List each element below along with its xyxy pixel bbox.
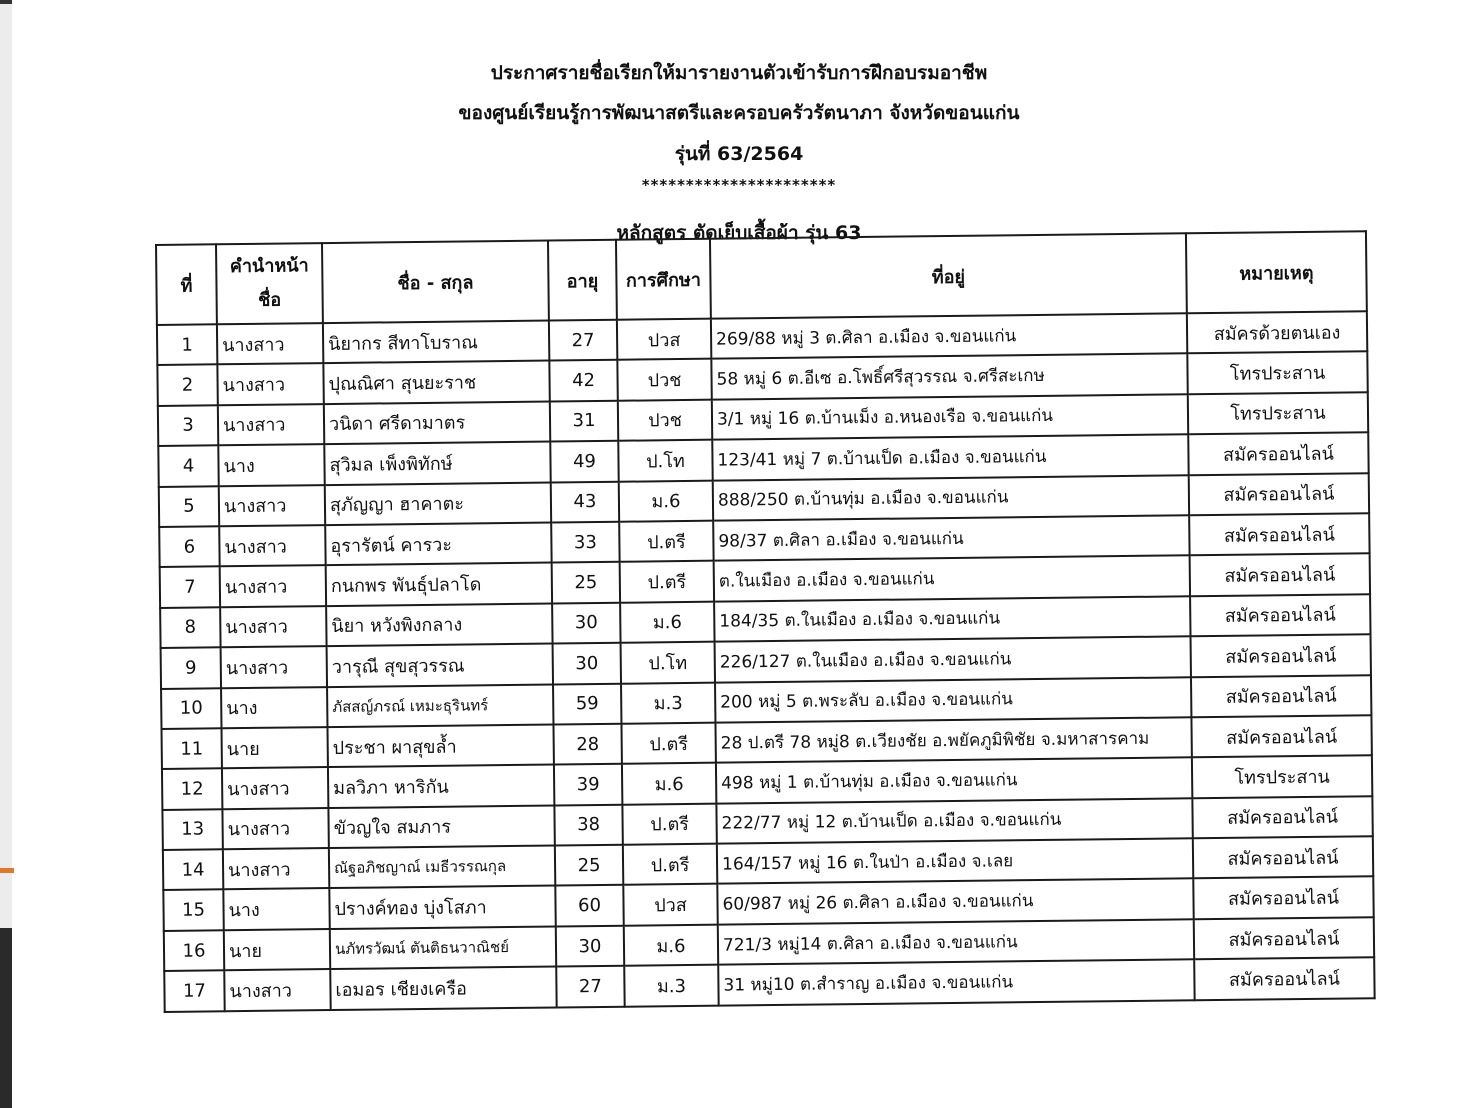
scan-edge-mark <box>0 868 14 873</box>
cell-age: 30 <box>552 602 620 643</box>
cell-name: ณัฐอภิชญาณ์ เมธีวรรณกุล <box>329 846 555 889</box>
cell-prefix: นางสาว <box>223 848 329 890</box>
cell-age: 27 <box>549 320 617 361</box>
cell-prefix: นาย <box>221 727 327 769</box>
cell-no: 12 <box>162 769 222 810</box>
cell-no: 15 <box>163 890 223 931</box>
cell-no: 13 <box>162 809 222 850</box>
cell-prefix: นางสาว <box>218 404 324 446</box>
cell-age: 43 <box>551 481 619 522</box>
cell-remark: สมัครออนไลน์ <box>1189 513 1369 555</box>
cell-education: ป.โท <box>621 642 715 683</box>
cell-address: 200 หมู่ 5 ต.พระลับ อ.เมือง จ.ขอนแก่น <box>715 677 1191 723</box>
cell-remark: สมัครออนไลน์ <box>1194 957 1374 999</box>
cell-no: 2 <box>157 365 217 406</box>
cell-age: 49 <box>550 441 618 482</box>
cell-address: 31 หมู่10 ต.สำราญ อ.เมือง จ.ขอนแก่น <box>718 960 1194 1006</box>
cell-age: 42 <box>549 360 617 401</box>
announcement-title: ประกาศรายชื่อเรียกให้มารายงานตัวเข้ารับการฝึกอบรมอาชีพ <box>490 62 988 84</box>
cell-age: 25 <box>552 562 620 603</box>
cell-name: ปรางค์ทอง บุ่งโสภา <box>329 886 555 929</box>
cell-prefix: นางสาว <box>217 363 323 405</box>
cell-prefix: นางสาว <box>220 565 326 607</box>
cell-education: ป.ตรี <box>619 521 713 562</box>
cell-education: ม.6 <box>619 480 713 521</box>
cell-address: 3/1 หมู่ 16 ต.บ้านเม็ง อ.หนองเรือ จ.ขอนแก่น <box>712 394 1188 440</box>
cell-prefix: นางสาว <box>219 485 325 527</box>
cell-no: 8 <box>160 607 220 648</box>
cell-age: 38 <box>554 804 622 845</box>
trainee-table <box>155 230 1376 1012</box>
cell-remark: สมัครออนไลน์ <box>1191 634 1371 676</box>
cell-remark: โทรประสาน <box>1187 352 1367 394</box>
cell-remark: สมัครออนไลน์ <box>1188 432 1368 474</box>
cell-education: ป.โท <box>618 440 712 481</box>
cell-address: 498 หมู่ 1 ต.บ้านทุ่ม อ.เมือง จ.ขอนแก่น <box>716 758 1192 804</box>
cell-prefix: นาง <box>223 889 329 931</box>
cell-address: 184/35 ต.ในเมือง อ.เมือง จ.ขอนแก่น <box>714 596 1190 642</box>
cell-address: 60/987 หมู่ 26 ต.ศิลา อ.เมือง จ.ขอนแก่น <box>717 879 1193 925</box>
cell-remark: สมัครออนไลน์ <box>1191 715 1371 757</box>
cell-age: 33 <box>551 522 619 563</box>
cell-education: ม.6 <box>620 601 714 642</box>
trainee-table-container <box>155 230 1376 1012</box>
course-title: หลักสูตร ตัดเย็บเสื้อผ้า รุ่น 63 <box>616 222 862 244</box>
cell-prefix: นางสาว <box>224 969 330 1011</box>
cell-education: ปวส <box>623 884 717 925</box>
cell-prefix: นางสาว <box>222 767 328 809</box>
cell-name: กนกพร พันธุ์ปลาโด <box>326 563 552 606</box>
cell-address: 98/37 ต.ศิลา อ.เมือง จ.ขอนแก่น <box>713 515 1189 561</box>
cell-address: 123/41 หมู่ 7 ต.บ้านเป็ด อ.เมือง จ.ขอนแก่น <box>712 434 1188 480</box>
cell-education: ป.ตรี <box>622 803 716 844</box>
cell-address: ต.ในเมือง อ.เมือง จ.ขอนแก่น <box>714 556 1190 602</box>
cell-age: 30 <box>553 643 621 684</box>
cell-education: ม.3 <box>624 965 718 1006</box>
cell-address: 28 ป.ตรี 78 หมู่8 ต.เวียงชัย อ.พยัคภูมิพิชัย จ.มหาสารคาม <box>715 717 1191 763</box>
cell-no: 11 <box>162 728 222 769</box>
cell-remark: สมัครด้วยตนเอง <box>1187 311 1367 353</box>
cell-education: ปวช <box>618 399 712 440</box>
cell-remark: สมัครออนไลน์ <box>1192 796 1372 838</box>
cell-prefix: นางสาว <box>219 525 325 567</box>
cell-no: 16 <box>164 930 224 971</box>
cell-age: 28 <box>553 724 621 765</box>
cell-no: 3 <box>158 405 218 446</box>
cell-remark: สมัครออนไลน์ <box>1193 836 1373 878</box>
batch-number: รุ่นที่ 63/2564 <box>674 143 804 165</box>
header-name: ชื่อ - สกุล <box>322 241 549 324</box>
cell-prefix: นางสาว <box>221 646 327 688</box>
divider-stars: ********************** <box>641 176 837 194</box>
cell-name: วนิดา ศรีดามาตร <box>324 401 550 444</box>
cell-prefix: นาง <box>221 687 327 729</box>
cell-name: นภัทรวัฒน์ ตันติธนวาณิชย์ <box>330 926 556 969</box>
cell-education: ป.ตรี <box>623 844 717 885</box>
cell-name: นิยากร สีทาโบราณ <box>323 321 549 364</box>
cell-age: 25 <box>555 845 623 886</box>
cell-name: สุภัญญา ฮาคาตะ <box>325 482 551 525</box>
cell-education: ม.6 <box>624 925 718 966</box>
cell-no: 6 <box>159 526 219 567</box>
cell-address: 888/250 ต.บ้านทุ่ม อ.เมือง จ.ขอนแก่น <box>713 475 1189 521</box>
cell-education: ม.3 <box>621 682 715 723</box>
cell-age: 60 <box>555 885 623 926</box>
cell-no: 17 <box>164 971 224 1012</box>
cell-address: 222/77 หมู่ 12 ต.บ้านเป็ด อ.เมือง จ.ขอนแก่น <box>716 798 1192 844</box>
table-header-row <box>156 231 1367 325</box>
cell-remark: สมัครออนไลน์ <box>1191 675 1371 717</box>
cell-remark: โทรประสาน <box>1188 392 1368 434</box>
cell-no: 14 <box>163 849 223 890</box>
header-prefix-label: คำนำหน้า ชื่อ <box>229 255 309 311</box>
scan-edge-mark <box>0 0 12 4</box>
cell-name: วารุณี สุขสุวรรณ <box>327 644 553 687</box>
cell-name: มลวิภา หาริกัน <box>328 765 554 808</box>
cell-name: อุรารัตน์ คารวะ <box>325 522 551 565</box>
cell-name: ปุณณิศา สุนยะราช <box>323 361 549 404</box>
cell-prefix: นางสาว <box>220 606 326 648</box>
cell-education: ม.6 <box>622 763 716 804</box>
cell-education: ปวช <box>617 359 711 400</box>
cell-address: 164/157 หมู่ 16 ต.ในป่า อ.เมือง จ.เลย <box>717 838 1193 884</box>
cell-remark: สมัครออนไลน์ <box>1194 917 1374 959</box>
cell-name: สุวิมล เพ็งพิทักษ์ <box>324 442 550 485</box>
cell-name: นิยา หวังพิงกลาง <box>326 603 552 646</box>
cell-name: เอมอร เชียงเครือ <box>330 967 556 1010</box>
cell-prefix: นางสาว <box>222 808 328 850</box>
scan-edge-mark <box>0 928 12 1108</box>
cell-no: 1 <box>157 324 217 365</box>
cell-education: ปวส <box>617 319 711 360</box>
cell-no: 10 <box>161 688 221 729</box>
cell-age: 30 <box>556 926 624 967</box>
cell-prefix: นาย <box>224 929 330 971</box>
cell-remark: สมัครออนไลน์ <box>1189 473 1369 515</box>
header-no: ที่ <box>156 244 217 325</box>
cell-age: 31 <box>550 401 618 442</box>
header-age: อายุ <box>548 240 617 321</box>
cell-remark: สมัครออนไลน์ <box>1193 877 1373 919</box>
cell-remark: โทรประสาน <box>1192 756 1372 798</box>
cell-age: 27 <box>556 966 624 1007</box>
cell-address: 226/127 ต.ในเมือง อ.เมือง จ.ขอนแก่น <box>715 636 1191 682</box>
cell-no: 4 <box>158 445 218 486</box>
cell-no: 9 <box>161 647 221 688</box>
cell-education: ป.ตรี <box>620 561 714 602</box>
cell-name: ประชา ผาสุขล้ำ <box>327 724 553 767</box>
cell-name: ภัสสญ์ภรณ์ เหมะธุรินทร์ <box>327 684 553 727</box>
cell-age: 59 <box>553 683 621 724</box>
header-address: ที่อยู่ <box>710 233 1187 318</box>
cell-remark: สมัครออนไลน์ <box>1190 594 1370 636</box>
cell-no: 5 <box>159 486 219 527</box>
cell-prefix: นางสาว <box>217 323 323 365</box>
cell-remark: สมัครออนไลน์ <box>1190 554 1370 596</box>
organization-name: ของศูนย์เรียนรู้การพัฒนาสตรีและครอบครัวรัตนาภา จังหวัดขอนแก่น <box>458 102 1020 124</box>
cell-no: 7 <box>160 567 220 608</box>
cell-address: 721/3 หมู่14 ต.ศิลา อ.เมือง จ.ขอนแก่น <box>718 919 1194 965</box>
cell-education: ป.ตรี <box>621 723 715 764</box>
header-education: การศึกษา <box>616 239 711 320</box>
header-remark: หมายเหตุ <box>1186 231 1367 313</box>
cell-prefix: นาง <box>218 444 324 486</box>
cell-age: 39 <box>554 764 622 805</box>
cell-name: ขัวญใจ สมภาร <box>328 805 554 848</box>
cell-address: 58 หมู่ 6 ต.อีเซ อ.โพธิ์ศรีสุวรรณ จ.ศรีสะเกษ <box>711 354 1187 400</box>
cell-address: 269/88 หมู่ 3 ต.ศิลา อ.เมือง จ.ขอนแก่น <box>711 313 1187 359</box>
header-prefix <box>216 243 323 324</box>
